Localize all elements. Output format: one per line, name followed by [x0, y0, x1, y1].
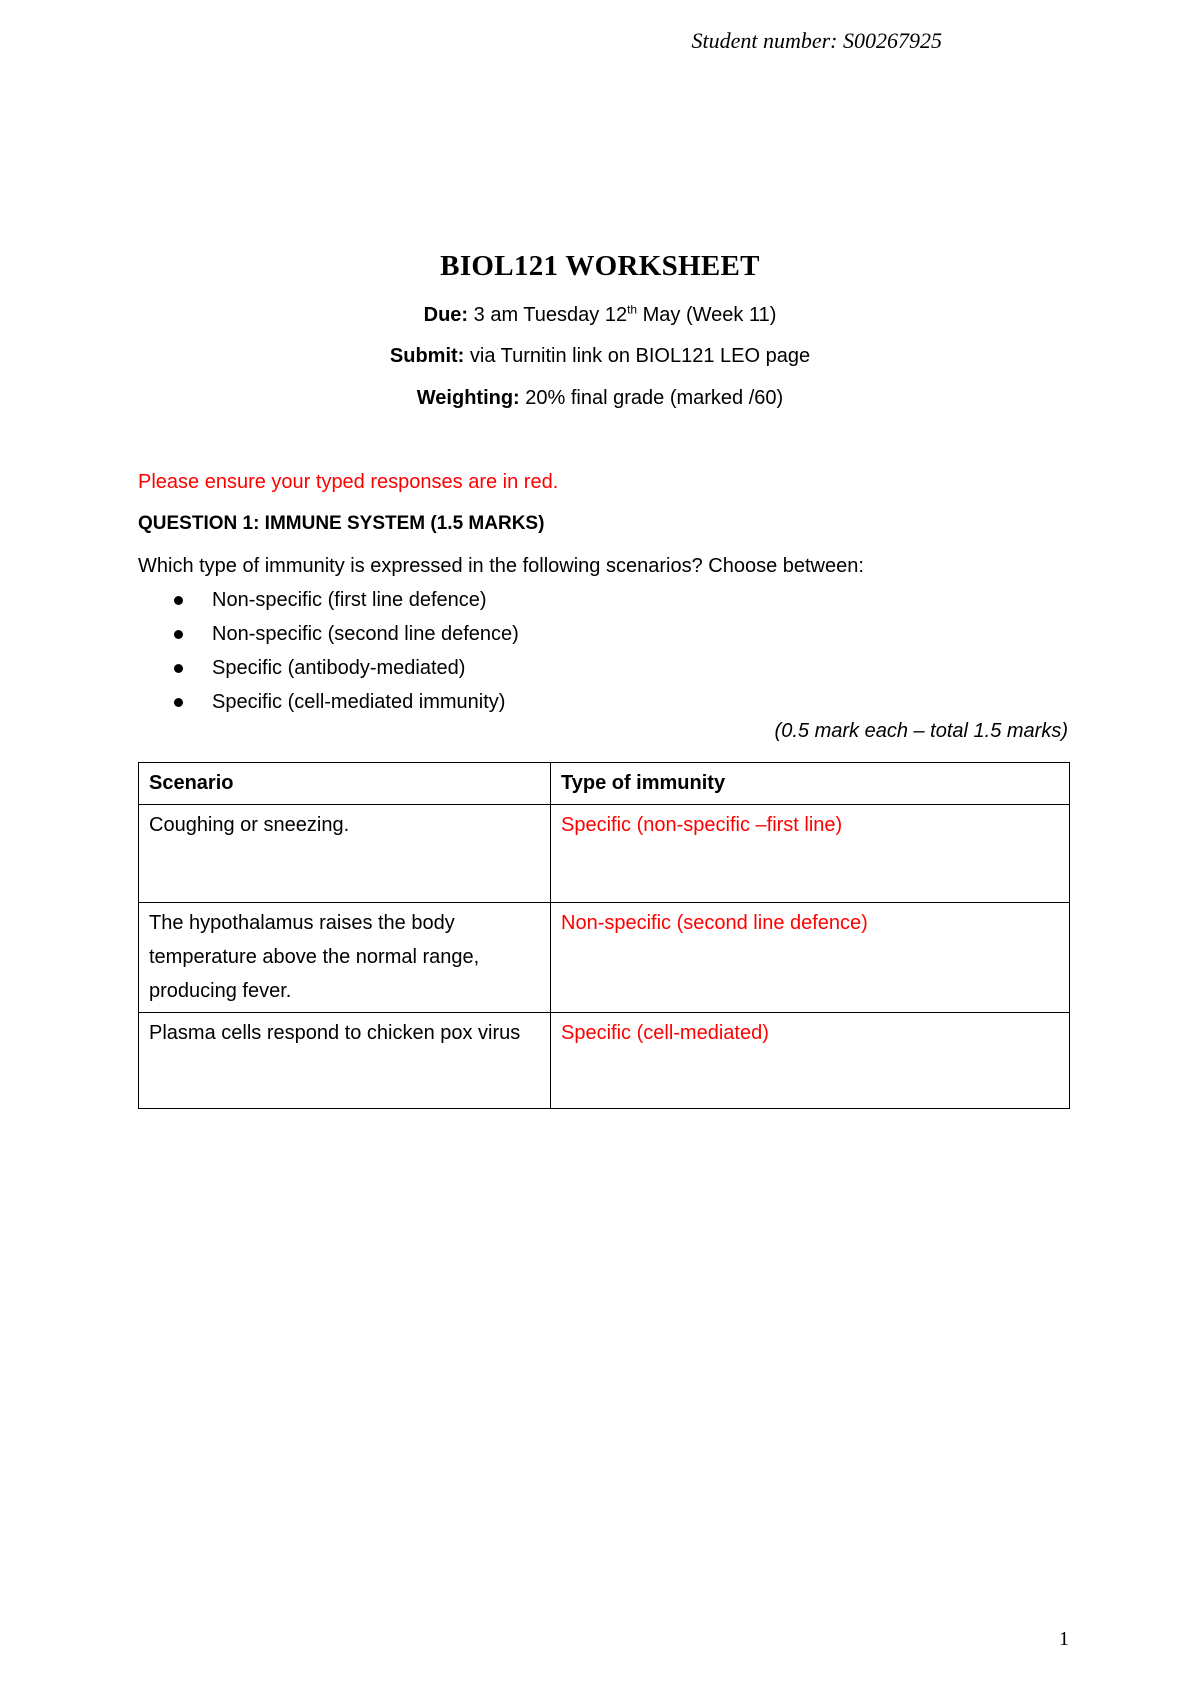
header-scenario: Scenario: [139, 763, 551, 805]
scenario-cell: The hypothalamus raises the body temperature above the normal range, producing fever.: [139, 903, 551, 1013]
bullet-icon: [174, 630, 183, 639]
table-header-row: [139, 763, 1070, 805]
list-item: [172, 617, 519, 651]
answers-table: [138, 762, 1070, 1109]
immunity-options-list: [172, 583, 519, 719]
table-row: [139, 805, 1070, 903]
header-type-of-immunity: Type of immunity: [551, 763, 1070, 805]
scenario-cell: Coughing or sneezing.: [139, 805, 551, 903]
worksheet-title: BIOL121 WORKSHEET: [440, 250, 760, 282]
student-number-header: Student number: S00267925: [691, 28, 942, 53]
option-label: Specific (antibody-mediated): [212, 657, 466, 679]
submit-label: Submit:: [389, 345, 465, 367]
due-date-suffix: th: [627, 302, 638, 317]
bullet-icon: [174, 664, 183, 673]
weighting-value: 20% final grade (marked /60): [519, 387, 784, 409]
option-label: Specific (cell-mediated immunity): [212, 691, 506, 713]
answer-cell[interactable]: Non-specific (second line defence): [551, 903, 1070, 1013]
weighting-label: Weighting:: [416, 387, 520, 409]
due-date-pre: 3 am Tuesday 12: [468, 304, 628, 326]
submit-value: via Turnitin link on BIOL121 LEO page: [464, 345, 811, 367]
table-row: [139, 1013, 1070, 1109]
due-label: Due:: [423, 304, 469, 326]
question-1-intro: Which type of immunity is expressed in the following scenarios? Choose between:: [138, 555, 864, 577]
scenario-cell: Plasma cells respond to chicken pox virus: [139, 1013, 551, 1109]
weighting-line: [0, 387, 1200, 410]
list-item: [172, 685, 519, 719]
due-date-post: May (Week 11): [637, 304, 777, 326]
question-1-heading: QUESTION 1: IMMUNE SYSTEM (1.5 MARKS): [138, 513, 545, 534]
option-label: Non-specific (second line defence): [212, 623, 519, 645]
page-number: 1: [1059, 1628, 1069, 1650]
response-colour-note: Please ensure your typed responses are in red.: [138, 471, 559, 493]
marks-note: (0.5 mark each – total 1.5 marks): [774, 720, 1068, 742]
submit-line: [0, 345, 1200, 368]
due-line: [0, 304, 1200, 327]
answer-cell[interactable]: Specific (cell-mediated): [551, 1013, 1070, 1109]
bullet-icon: [174, 698, 183, 707]
option-label: Non-specific (first line defence): [212, 589, 487, 611]
answer-cell[interactable]: Specific (non-specific –first line): [551, 805, 1070, 903]
list-item: [172, 583, 519, 617]
list-item: [172, 651, 519, 685]
table-row: [139, 903, 1070, 1013]
bullet-icon: [174, 596, 183, 605]
